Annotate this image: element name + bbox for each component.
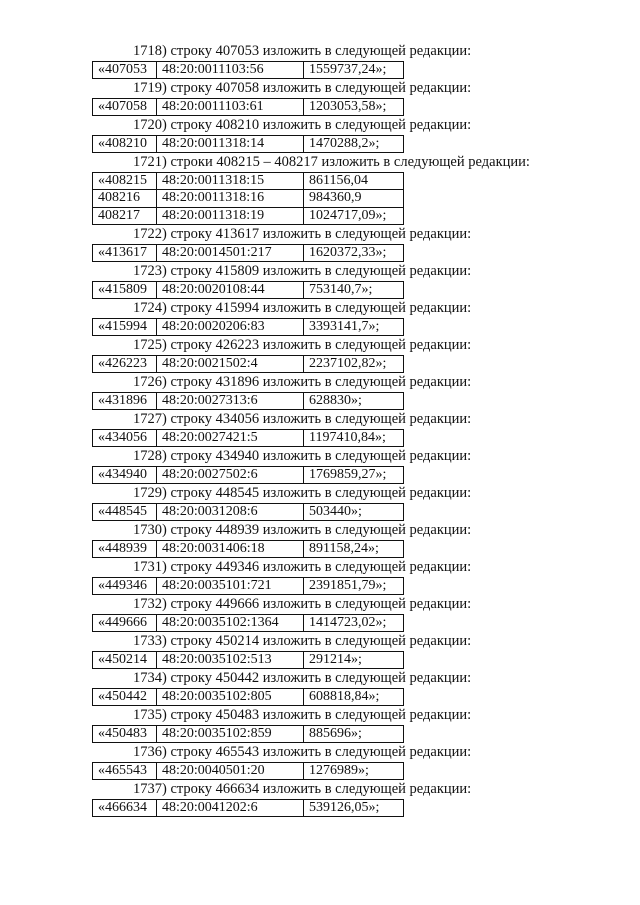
value-cell: 984360,9 <box>304 190 404 208</box>
amendment-heading: 1720) строку 408210 изложить в следующей редакции: <box>133 117 472 133</box>
cadastral-number-cell: 48:20:0035101:721 <box>157 577 304 595</box>
amendment-heading: 1719) строку 407058 изложить в следующей редакции: <box>133 80 472 96</box>
table-row <box>93 244 404 262</box>
amendment-table <box>92 244 404 263</box>
cadastral-number-cell: 48:20:0011103:61 <box>157 98 304 116</box>
value-cell: 291214»; <box>304 651 404 669</box>
cadastral-number-cell: 48:20:0011318:14 <box>157 135 304 153</box>
document-page <box>0 42 640 817</box>
amendment-heading: 1736) строку 465543 изложить в следующей редакции: <box>133 744 472 760</box>
amendment-table <box>92 135 404 154</box>
row-number-cell: «431896 <box>93 392 157 410</box>
amendment-heading: 1731) строку 449346 изложить в следующей редакции: <box>133 559 472 575</box>
row-number-cell: «415809 <box>93 281 157 299</box>
amendment-table <box>92 61 404 80</box>
row-number-cell: «450442 <box>93 688 157 706</box>
row-number-cell: «465543 <box>93 762 157 780</box>
row-number-cell: «434940 <box>93 466 157 484</box>
row-number-cell: «449666 <box>93 614 157 632</box>
value-cell: 2237102,82»; <box>304 355 404 373</box>
row-number-cell: «466634 <box>93 799 157 817</box>
cadastral-number-cell: 48:20:0011318:16 <box>157 190 304 208</box>
amendment-table <box>92 98 404 117</box>
value-cell: 2391851,79»; <box>304 577 404 595</box>
table-row <box>93 577 404 595</box>
value-cell: 608818,84»; <box>304 688 404 706</box>
value-cell: 1276989»; <box>304 762 404 780</box>
value-cell: 628830»; <box>304 392 404 410</box>
cadastral-number-cell: 48:20:0027421:5 <box>157 429 304 447</box>
cadastral-number-cell: 48:20:0035102:1364 <box>157 614 304 632</box>
table-row <box>93 392 404 410</box>
value-cell: 1559737,24»; <box>304 61 404 79</box>
table-row <box>93 762 404 780</box>
amendment-heading: 1721) строки 408215 – 408217 изложить в следующей редакции: <box>133 154 530 170</box>
value-cell: 861156,04 <box>304 172 404 190</box>
value-cell: 503440»; <box>304 503 404 521</box>
value-cell: 891158,24»; <box>304 540 404 558</box>
table-row <box>93 135 404 153</box>
table-row <box>93 190 404 208</box>
row-number-cell: 408217 <box>93 207 157 225</box>
table-row <box>93 355 404 373</box>
row-number-cell: «408210 <box>93 135 157 153</box>
table-row <box>93 725 404 743</box>
amendment-heading: 1735) строку 450483 изложить в следующей редакции: <box>133 707 472 723</box>
value-cell: 3393141,7»; <box>304 318 404 336</box>
amendment-table <box>92 392 404 411</box>
table-row <box>93 207 404 225</box>
cadastral-number-cell: 48:20:0035102:513 <box>157 651 304 669</box>
amendment-heading: 1718) строку 407053 изложить в следующей редакции: <box>133 43 472 59</box>
table-row <box>93 61 404 79</box>
amendment-heading: 1737) строку 466634 изложить в следующей редакции: <box>133 781 472 797</box>
row-number-cell: «413617 <box>93 244 157 262</box>
value-cell: 885696»; <box>304 725 404 743</box>
row-number-cell: «450483 <box>93 725 157 743</box>
amendment-table <box>92 503 404 522</box>
amendment-heading: 1729) строку 448545 изложить в следующей редакции: <box>133 485 472 501</box>
cadastral-number-cell: 48:20:0041202:6 <box>157 799 304 817</box>
amendment-heading: 1732) строку 449666 изложить в следующей редакции: <box>133 596 472 612</box>
cadastral-number-cell: 48:20:0011103:56 <box>157 61 304 79</box>
amendment-heading: 1722) строку 413617 изложить в следующей редакции: <box>133 226 472 242</box>
row-number-cell: «407058 <box>93 98 157 116</box>
cadastral-number-cell: 48:20:0031208:6 <box>157 503 304 521</box>
amendment-heading: 1730) строку 448939 изложить в следующей редакции: <box>133 522 472 538</box>
table-row <box>93 614 404 632</box>
row-number-cell: «448939 <box>93 540 157 558</box>
table-row <box>93 799 404 817</box>
cadastral-number-cell: 48:20:0040501:20 <box>157 762 304 780</box>
table-row <box>93 688 404 706</box>
value-cell: 1203053,58»; <box>304 98 404 116</box>
cadastral-number-cell: 48:20:0021502:4 <box>157 355 304 373</box>
amendment-heading: 1725) строку 426223 изложить в следующей редакции: <box>133 337 472 353</box>
cadastral-number-cell: 48:20:0011318:19 <box>157 207 304 225</box>
amendment-table <box>92 429 404 448</box>
cadastral-number-cell: 48:20:0035102:805 <box>157 688 304 706</box>
table-row <box>93 172 404 190</box>
row-number-cell: «450214 <box>93 651 157 669</box>
amendment-table <box>92 688 404 707</box>
value-cell: 1769859,27»; <box>304 466 404 484</box>
amendment-table <box>92 799 404 818</box>
cadastral-number-cell: 48:20:0014501:217 <box>157 244 304 262</box>
amendment-table <box>92 577 404 596</box>
amendment-table <box>92 725 404 744</box>
value-cell: 1024717,09»; <box>304 207 404 225</box>
row-number-cell: «434056 <box>93 429 157 447</box>
amendment-table <box>92 172 404 226</box>
table-row <box>93 466 404 484</box>
cadastral-number-cell: 48:20:0035102:859 <box>157 725 304 743</box>
amendment-table <box>92 614 404 633</box>
amendment-table <box>92 762 404 781</box>
value-cell: 539126,05»; <box>304 799 404 817</box>
table-row <box>93 318 404 336</box>
row-number-cell: «448545 <box>93 503 157 521</box>
amendment-heading: 1724) строку 415994 изложить в следующей редакции: <box>133 300 472 316</box>
cadastral-number-cell: 48:20:0020206:83 <box>157 318 304 336</box>
row-number-cell: «426223 <box>93 355 157 373</box>
table-row <box>93 503 404 521</box>
amendment-heading: 1728) строку 434940 изложить в следующей редакции: <box>133 448 472 464</box>
table-row <box>93 281 404 299</box>
amendment-heading: 1727) строку 434056 изложить в следующей редакции: <box>133 411 472 427</box>
row-number-cell: «407053 <box>93 61 157 79</box>
cadastral-number-cell: 48:20:0020108:44 <box>157 281 304 299</box>
value-cell: 1470288,2»; <box>304 135 404 153</box>
amendment-table <box>92 355 404 374</box>
cadastral-number-cell: 48:20:0027502:6 <box>157 466 304 484</box>
table-row <box>93 98 404 116</box>
row-number-cell: «449346 <box>93 577 157 595</box>
value-cell: 1414723,02»; <box>304 614 404 632</box>
cadastral-number-cell: 48:20:0031406:18 <box>157 540 304 558</box>
amendment-heading: 1733) строку 450214 изложить в следующей редакции: <box>133 633 472 649</box>
amendment-table <box>92 540 404 559</box>
value-cell: 1197410,84»; <box>304 429 404 447</box>
amendment-table <box>92 466 404 485</box>
amendment-heading: 1723) строку 415809 изложить в следующей редакции: <box>133 263 472 279</box>
amendment-table <box>92 651 404 670</box>
amendment-table <box>92 281 404 300</box>
row-number-cell: «415994 <box>93 318 157 336</box>
table-row <box>93 540 404 558</box>
amendment-heading: 1734) строку 450442 изложить в следующей редакции: <box>133 670 472 686</box>
value-cell: 753140,7»; <box>304 281 404 299</box>
amendment-heading: 1726) строку 431896 изложить в следующей редакции: <box>133 374 472 390</box>
row-number-cell: «408215 <box>93 172 157 190</box>
cadastral-number-cell: 48:20:0027313:6 <box>157 392 304 410</box>
table-row <box>93 429 404 447</box>
table-row <box>93 651 404 669</box>
cadastral-number-cell: 48:20:0011318:15 <box>157 172 304 190</box>
amendment-table <box>92 318 404 337</box>
row-number-cell: 408216 <box>93 190 157 208</box>
value-cell: 1620372,33»; <box>304 244 404 262</box>
